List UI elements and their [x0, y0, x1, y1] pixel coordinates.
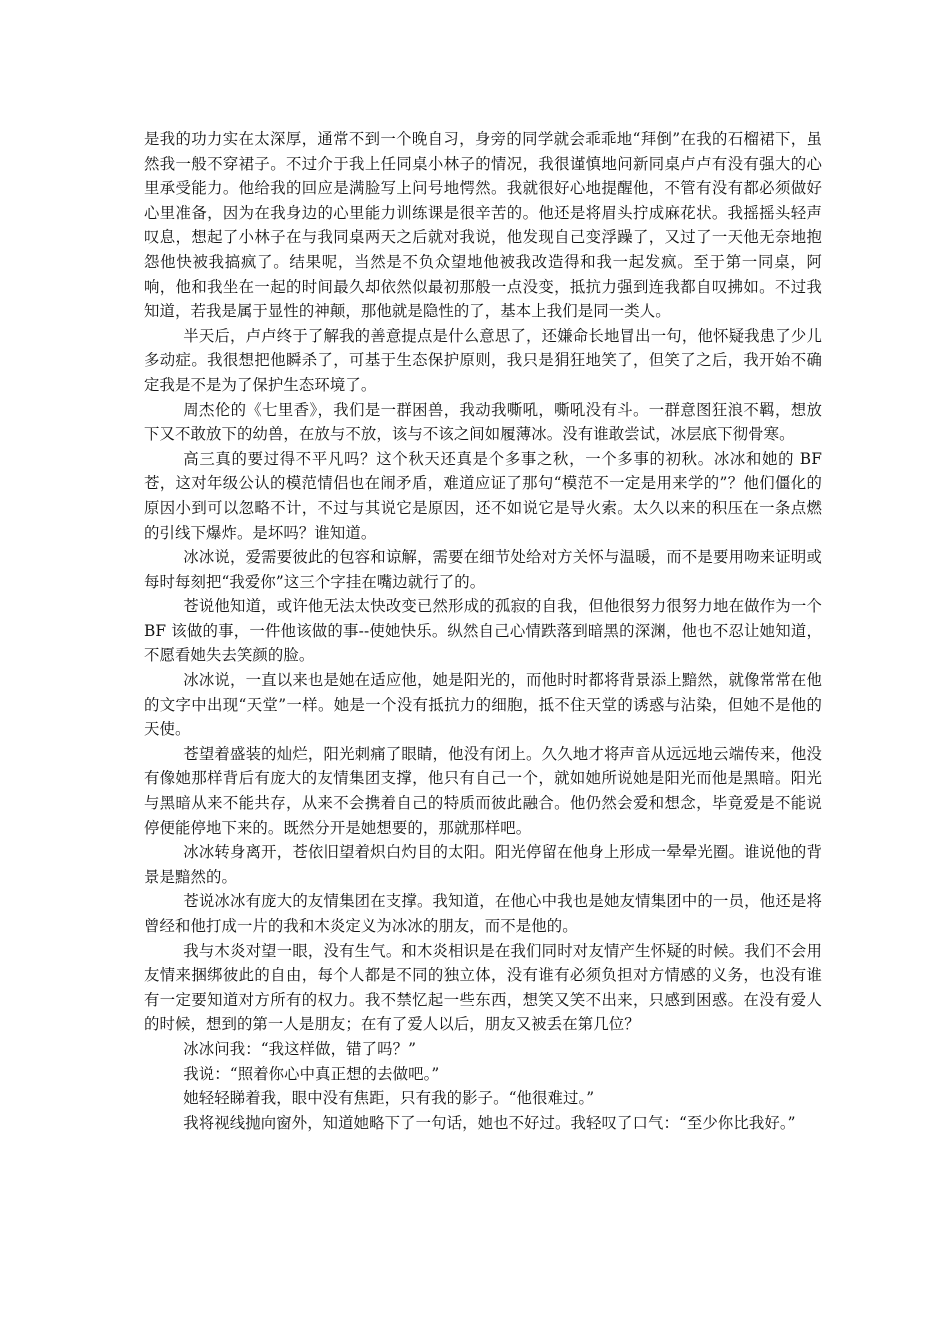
paragraph-11: 我与木炎对望一眼，没有生气。和木炎相识是在我们同时对友情产生怀疑的时候。我们不会用友情来捆绑彼此的自由，每个人都是不同的独立体，没有谁有必须负担对方情感的义务，也没有谁有一定要知道对方所有的权力。我不禁忆起一些东西，想笑又笑不出来，只感到困惑。在没有爱人的时候，想到的第一人是朋友；在有了爱人以后，朋友又被丢在第几位？ — [144, 941, 822, 1034]
dialogue-line-1: 冰冰问我：“我这样做，错了吗？” — [183, 1039, 417, 1058]
paragraph-6: 苍说他知道，或许他无法太快改变已然形成的孤寂的自我，但他很努力很努力地在做作为一个 BF 该做的事，一件他该做的事--使她快乐。纵然自己心情跌落到暗黑的深渊，他也不忍让她知道，不愿看她失去笑颜的脸。 — [144, 597, 822, 665]
paragraph-3: 周杰伦的《七里香》，我们是一群困兽，我动我嘶吼，嘶吼没有斗。一群意图狂浪不羁，想放下又不敢放下的幼兽，在放与不放，该与不该之间如履薄冰。没有谁敢尝试，冰层底下彻骨寒。 — [144, 400, 822, 444]
document-body — [144, 127, 822, 1135]
paragraph-2: 半天后，卢卢终于了解我的善意提点是什么意思了，还嫌命长地冒出一句，他怀疑我患了少儿多动症。我很想把他瞬杀了，可基于生态保护原则，我只是狷狂地笑了，但笑了之后，我开始不确定我是不是为了保护生态环境了。 — [144, 326, 822, 394]
paragraph-9: 冰冰转身离开，苍依旧望着炽白灼目的太阳。阳光停留在他身上形成一晕晕光圈。谁说他的背景是黯然的。 — [144, 843, 822, 886]
paragraph-10: 苍说冰冰有庞大的友情集团在支撑。我知道，在他心中我也是她友情集团中的一员，他还是将曾经和他打成一片的我和木炎定义为冰冰的朋友，而不是他的。 — [144, 892, 822, 935]
dialogue-line-2: 我说：“照着你心中真正想的去做吧。” — [183, 1064, 440, 1083]
dialogue-line-4: 我将视线抛向窗外，知道她略下了一句话，她也不好过。我轻叹了口气：“至少你比我好。” — [183, 1113, 796, 1132]
paragraph-7: 冰冰说，一直以来也是她在适应他，她是阳光的，而他时时都将背景添上黯然，就像常常在他的文字中出现“天堂”一样。她是一个没有抵抗力的细胞，抵不住天堂的诱惑与沾染，但她不是他的天使。 — [144, 671, 822, 739]
paragraph-8: 苍望着盛装的灿烂，阳光刺痛了眼睛，他没有闭上。久久地才将声音从远远地云端传来，他没有像她那样背后有庞大的友情集团支撑，他只有自己一个，就如她所说她是阳光而他是黑暗。阳光与黑暗从来不能共存，从来不会携着自己的特质而彼此融合。他仍然会爱和想念，毕竟爱是不能说停便能停地下来的。既然分开是她想要的，那就那样吧。 — [144, 744, 822, 837]
dialogue-line-3: 她轻轻睇着我，眼中没有焦距，只有我的影子。“他很难过。” — [183, 1089, 595, 1108]
paragraph-1: 是我的功力实在太深厚，通常不到一个晚自习，身旁的同学就会乖乖地“拜倒”在我的石榴裙下，虽然我一般不穿裙子。不过介于我上任同桌小林子的情况，我很谨慎地问新同桌卢卢有没有强大的心里承受能力。他给我的回应是满脸写上问号地愕然。我就很好心地提醒他，不管有没有都必须做好心里准备，因为在我身边的心里能力训练课是很辛苦的。他还是将眉头拧成麻花状。我摇摇头轻声叹息，想起了小林子在与我同桌两天之后就对我说，他发现自己变浮躁了，又过了一天他无奈地抱怨他快被我搞疯了。结果呢，当然是不负众望地他被我改造得和我一起发疯。至于第一同桌，阿响，他和我坐在一起的时间最久却依然似最初那般一点没变，抵抗力强到连我都自叹拂如。不过我知道，若我是属于显性的神颠，那他就是隐性的了，基本上我们是同一类人。 — [144, 130, 822, 321]
paragraph-4: 高三真的要过得不平凡吗？这个秋天还真是个多事之秋，一个多事的初秋。冰冰和她的 BF 苍，这对年级公认的模范情侣也在闹矛盾，难道应证了那句“模范不一定是用来学的”？他们僵化的原因小到可以忽略不计，不过与其说它是原因，还不如说它是导火索。太久以来的积压在一条点燃的引线下爆炸。是坏吗？谁知道。 — [144, 449, 822, 542]
paragraph-5: 冰冰说，爱需要彼此的包容和谅解，需要在细节处给对方关怀与温暖，而不是要用吻来证明或每时每刻把“我爱你”这三个字挂在嘴边就行了的。 — [144, 548, 822, 591]
